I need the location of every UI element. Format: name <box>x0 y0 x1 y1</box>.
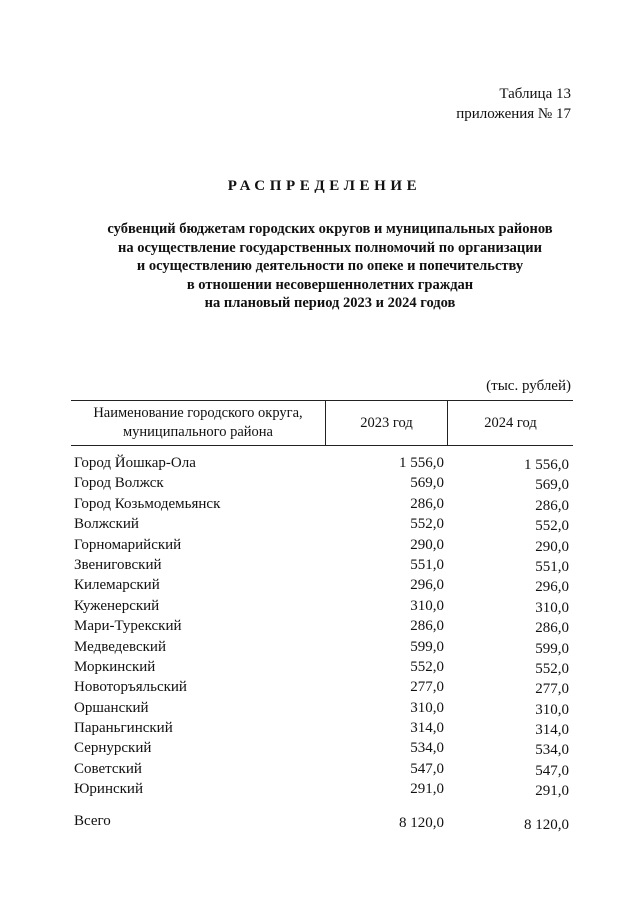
row-name: Килемарский <box>74 577 160 594</box>
table-row <box>74 453 573 473</box>
row-value-2023: 277,0 <box>410 679 444 696</box>
row-name: Сернурский <box>74 740 152 757</box>
row-value-2024: 286,0 <box>535 620 569 637</box>
row-value-2023: 1 556,0 <box>399 455 444 471</box>
row-name: Моркинский <box>74 658 156 675</box>
table-body <box>74 453 573 800</box>
row-name: Горномарийский <box>74 536 182 553</box>
row-value-2023: 310,0 <box>410 699 444 716</box>
row-name: Новоторъяльский <box>74 679 187 696</box>
row-value-2023: 547,0 <box>410 760 444 777</box>
row-value-2023: 569,0 <box>410 475 444 492</box>
row-value-2023: 552,0 <box>410 658 444 675</box>
total-value-2023: 8 120,0 <box>399 815 444 831</box>
table-number: Таблица 13 <box>499 86 571 102</box>
table-row <box>74 473 573 493</box>
row-name: Юринский <box>74 781 143 798</box>
row-value-2024: 1 556,0 <box>524 457 569 473</box>
row-value-2023: 286,0 <box>410 618 444 635</box>
subtitle-line: в отношении несовершеннолетних граждан <box>186 276 474 293</box>
row-value-2024: 534,0 <box>535 742 569 759</box>
table-row <box>74 779 573 799</box>
column-header-name <box>71 401 326 445</box>
row-name: Параньгинский <box>74 720 173 737</box>
row-name: Звениговский <box>74 556 162 573</box>
row-value-2023: 291,0 <box>410 781 444 798</box>
table-row <box>74 637 573 657</box>
row-value-2023: 551,0 <box>410 556 444 573</box>
row-value-2024: 569,0 <box>535 477 569 494</box>
table-row <box>74 759 573 779</box>
table-row <box>74 616 573 636</box>
table-row <box>74 718 573 738</box>
table-reference <box>456 84 571 124</box>
row-value-2024: 277,0 <box>535 681 569 698</box>
row-value-2023: 286,0 <box>410 495 444 512</box>
row-value-2024: 310,0 <box>535 599 569 616</box>
table-row <box>74 738 573 758</box>
row-name: Советский <box>74 760 142 777</box>
row-value-2023: 314,0 <box>410 720 444 737</box>
column-header-name-line: муниципального района <box>122 424 273 440</box>
subtitle-line: на осуществление государственных полномочий по организации <box>118 239 542 256</box>
total-label: Всего <box>74 813 111 829</box>
row-name: Город Козьмодемьянск <box>74 495 221 512</box>
row-name: Медведевский <box>74 638 166 655</box>
column-header-2024: 2024 год <box>484 414 537 431</box>
row-value-2024: 286,0 <box>535 497 569 514</box>
table-row <box>74 596 573 616</box>
table-row <box>74 535 573 555</box>
subtitle-line: на плановый период 2023 и 2024 годов <box>204 295 456 311</box>
row-name: Оршанский <box>74 699 149 716</box>
row-name: Волжский <box>74 516 139 533</box>
row-value-2023: 310,0 <box>410 597 444 614</box>
table-row <box>74 575 573 595</box>
subtitle-line: субвенций бюджетам городских округов и муниципальных районов <box>107 221 553 237</box>
row-value-2024: 599,0 <box>535 640 569 657</box>
table-header <box>71 400 573 446</box>
row-value-2024: 290,0 <box>535 538 569 555</box>
row-value-2024: 296,0 <box>535 579 569 596</box>
row-value-2023: 290,0 <box>410 536 444 553</box>
row-name: Мари-Турекский <box>74 618 182 635</box>
row-value-2024: 547,0 <box>535 762 569 779</box>
row-name: Город Йошкар-Ола <box>74 455 196 471</box>
column-header-2023: 2023 год <box>326 401 448 445</box>
appendix-number: приложения № 17 <box>456 106 571 122</box>
row-value-2023: 552,0 <box>410 516 444 533</box>
row-value-2023: 534,0 <box>410 740 444 757</box>
table-row <box>74 514 573 534</box>
row-value-2024: 314,0 <box>535 722 569 739</box>
document-subtitle <box>40 220 620 313</box>
row-value-2024: 552,0 <box>535 660 569 677</box>
row-value-2024: 291,0 <box>535 783 569 800</box>
row-value-2024: 552,0 <box>535 518 569 535</box>
document-heading: РАСПРЕДЕЛЕНИЕ <box>227 178 422 194</box>
row-value-2023: 599,0 <box>410 638 444 655</box>
row-name: Куженерский <box>74 597 160 614</box>
table-row <box>74 698 573 718</box>
row-value-2023: 296,0 <box>410 577 444 594</box>
column-header-name-line: Наименование городского округа, <box>93 405 303 421</box>
row-name: Город Волжск <box>74 475 164 492</box>
table-total-row <box>74 810 573 832</box>
total-value-2024: 8 120,0 <box>524 817 569 833</box>
row-value-2024: 310,0 <box>535 701 569 718</box>
table-row <box>74 677 573 697</box>
table-row <box>74 657 573 677</box>
table-row <box>74 555 573 575</box>
subtitle-line: и осуществлению деятельности по опеке и попечительству <box>136 258 524 274</box>
row-value-2024: 551,0 <box>535 558 569 575</box>
units-note: (тыс. рублей) <box>486 378 571 394</box>
table-row <box>74 494 573 514</box>
